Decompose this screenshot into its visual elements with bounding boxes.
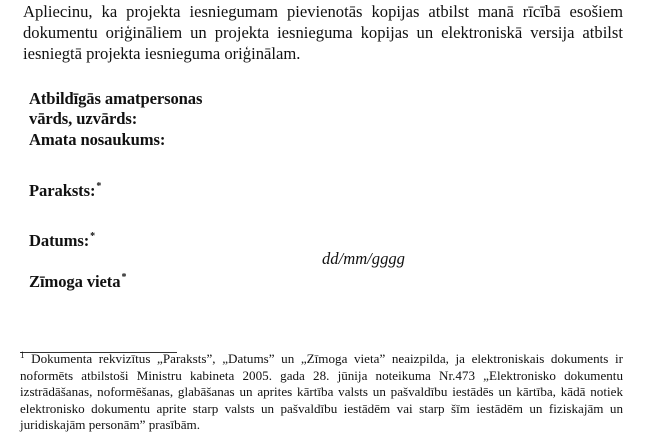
position-title-label: Amata nosaukums: <box>29 130 166 149</box>
signature-label <box>29 181 101 201</box>
signature-required-mark: * <box>96 181 102 192</box>
footnote-number: 1 <box>20 350 25 360</box>
date-label-text: Datums: <box>29 231 90 250</box>
date-format-placeholder: dd/mm/gggg <box>322 249 405 268</box>
stamp-place-required-mark: * <box>121 272 127 283</box>
date-label <box>29 231 95 251</box>
certification-paragraph: Apliecinu, ka projekta iesniegumam pievienotās kopijas atbilst manā rīcībā esošiem dokumentu oriģināliem un projekta iesnieguma kopijas un elektroniskā versija atbilst iesniegtā projekta iesnieguma oriģinālam. <box>23 2 623 63</box>
footnote-text: Dokumenta rekvizītus „Paraksts”, „Datums” un „Zīmoga vieta” neaizpilda, ja elektroniskais dokuments ir noformēts atbilstoši Ministru kabineta 2005. gada 28. jūnija noteikuma Nr.473 „Elektronisko dokumentu izstrādāšanas, noformēšanas, glabāšanas un aprites kārtība valsts un pašvaldību iestādēs un kārtība, kādā notiek elektronisko dokumentu aprite starp valsts un pašvaldību iestādēm vai starp šīm iestādēm un fiziskajām un juridiskajām personām” prasībām. <box>20 351 623 432</box>
official-name-label-line2: vārds, uzvārds: <box>29 109 138 128</box>
stamp-place-label <box>29 272 126 292</box>
signature-label-text: Paraksts: <box>29 181 96 200</box>
footnote <box>20 351 623 434</box>
stamp-place-label-text: Zīmoga vieta <box>29 272 121 291</box>
date-required-mark: * <box>90 231 96 242</box>
official-name-label-line1: Atbildīgās amatpersonas <box>29 89 203 108</box>
